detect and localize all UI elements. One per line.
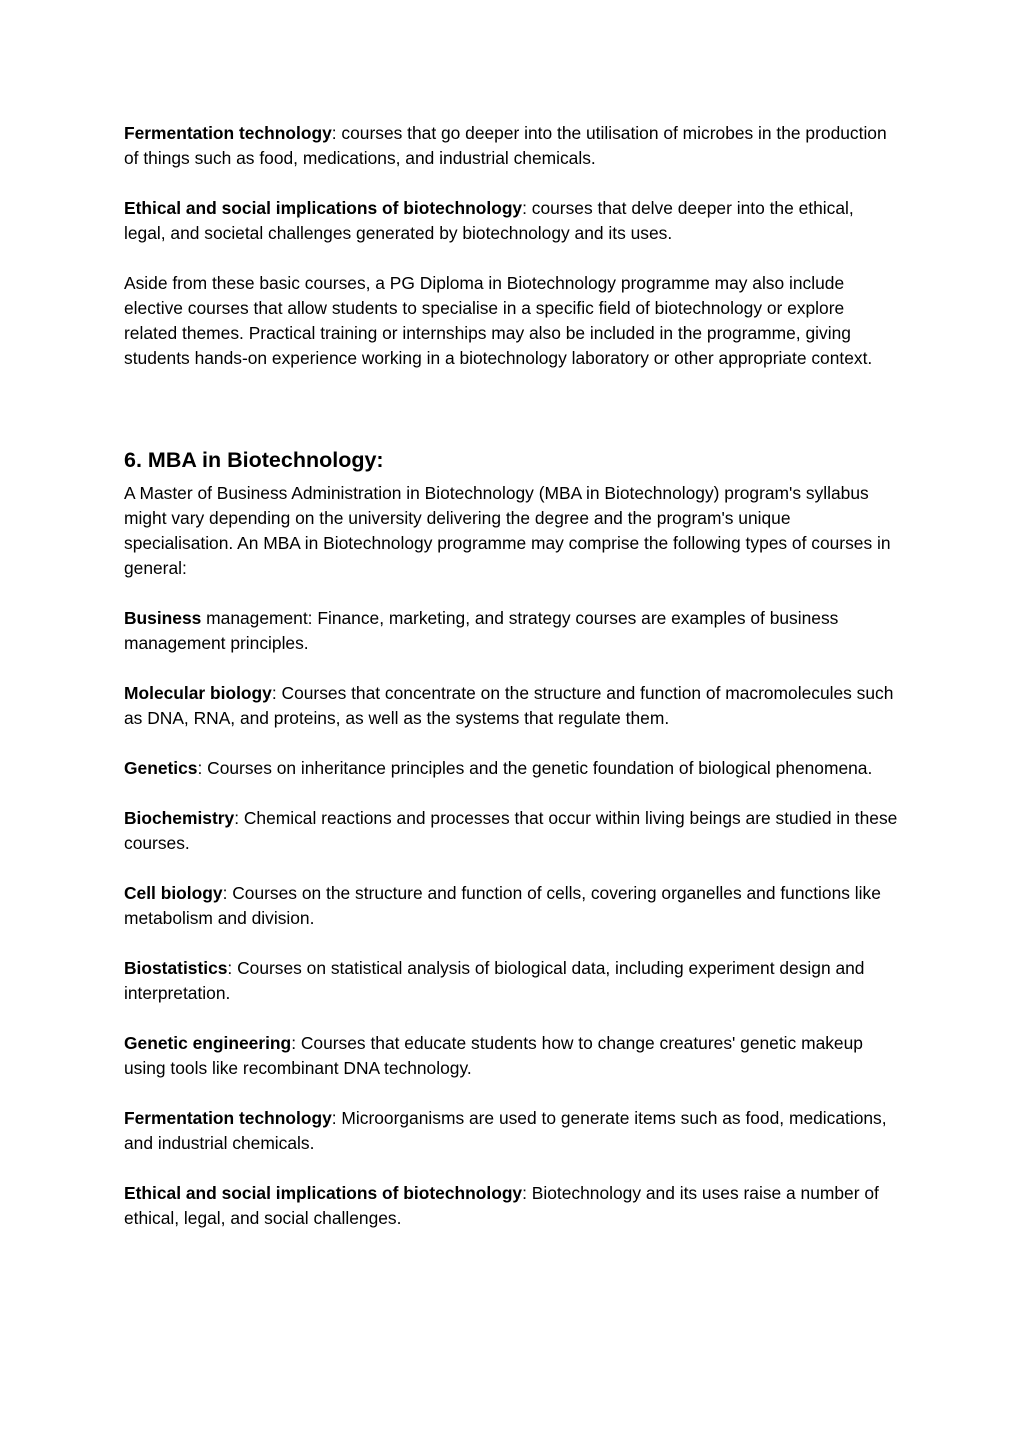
course-paragraph [124,1181,899,1231]
course-paragraph [124,1031,899,1081]
course-term: Genetic engineering [124,1033,292,1053]
course-paragraph [124,606,899,656]
course-term: Business [124,608,202,628]
course-description: : Courses on the structure and function of cells, covering organelles and functions like metabolism and division. [124,883,881,928]
course-description: : Courses that concentrate on the structure and function of macromolecules such as DNA, RNA, and proteins, as well as the systems that regulate them. [124,683,894,728]
course-term: Ethical and social implications of biotechnology [124,1183,523,1203]
course-term: Genetics [124,758,198,778]
course-term: Biostatistics [124,958,228,978]
course-description: management: Finance, marketing, and strategy courses are examples of business management principles. [124,608,839,653]
course-description: : Chemical reactions and processes that occur within living beings are studied in these courses. [124,808,898,853]
course-description: : Biotechnology and its uses raise a number of ethical, legal, and social challenges. [124,1183,879,1228]
course-description: : Microorganisms are used to generate items such as food, medications, and industrial chemicals. [124,1108,887,1153]
document-page [124,121,899,1256]
course-term: Molecular biology [124,683,272,703]
course-paragraph [124,121,899,171]
course-paragraph [124,881,899,931]
course-term: Biochemistry [124,808,235,828]
course-description: : Courses on inheritance principles and the genetic foundation of biological phenomena. [197,758,873,778]
course-paragraph [124,1106,899,1156]
course-term: Fermentation technology [124,123,332,143]
course-paragraph [124,756,899,781]
course-paragraph [124,956,899,1006]
course-paragraph [124,806,899,856]
course-paragraph [124,681,899,731]
section-heading: 6. MBA in Biotechnology: [124,448,384,472]
course-paragraph [124,196,899,246]
course-description: : courses that go deeper into the utilisation of microbes in the production of things such as food, medications, and industrial chemicals. [124,123,887,168]
aside-paragraph: Aside from these basic courses, a PG Diploma in Biotechnology programme may also include elective courses that allow students to specialise in a specific field of biotechnology or explore related themes. Practical training or internships may also be included in the programme, giving students hands-on experience working in a biotechnology laboratory or other appropriate context. [124,273,873,368]
course-term: Fermentation technology [124,1108,332,1128]
course-term: Cell biology [124,883,223,903]
course-description: : courses that delve deeper into the ethical, legal, and societal challenges generated by biotechnology and its uses. [124,198,854,243]
course-description: : Courses that educate students how to change creatures' genetic makeup using tools like recombinant DNA technology. [124,1033,863,1078]
course-term: Ethical and social implications of biotechnology [124,198,523,218]
intro-paragraph: A Master of Business Administration in Biotechnology (MBA in Biotechnology) program's syllabus might vary depending on the university delivering the degree and the program's unique specialisation. An MBA in Biotechnology programme may comprise the following types of courses in general: [124,483,891,578]
course-description: : Courses on statistical analysis of biological data, including experiment design and interpretation. [124,958,865,1003]
